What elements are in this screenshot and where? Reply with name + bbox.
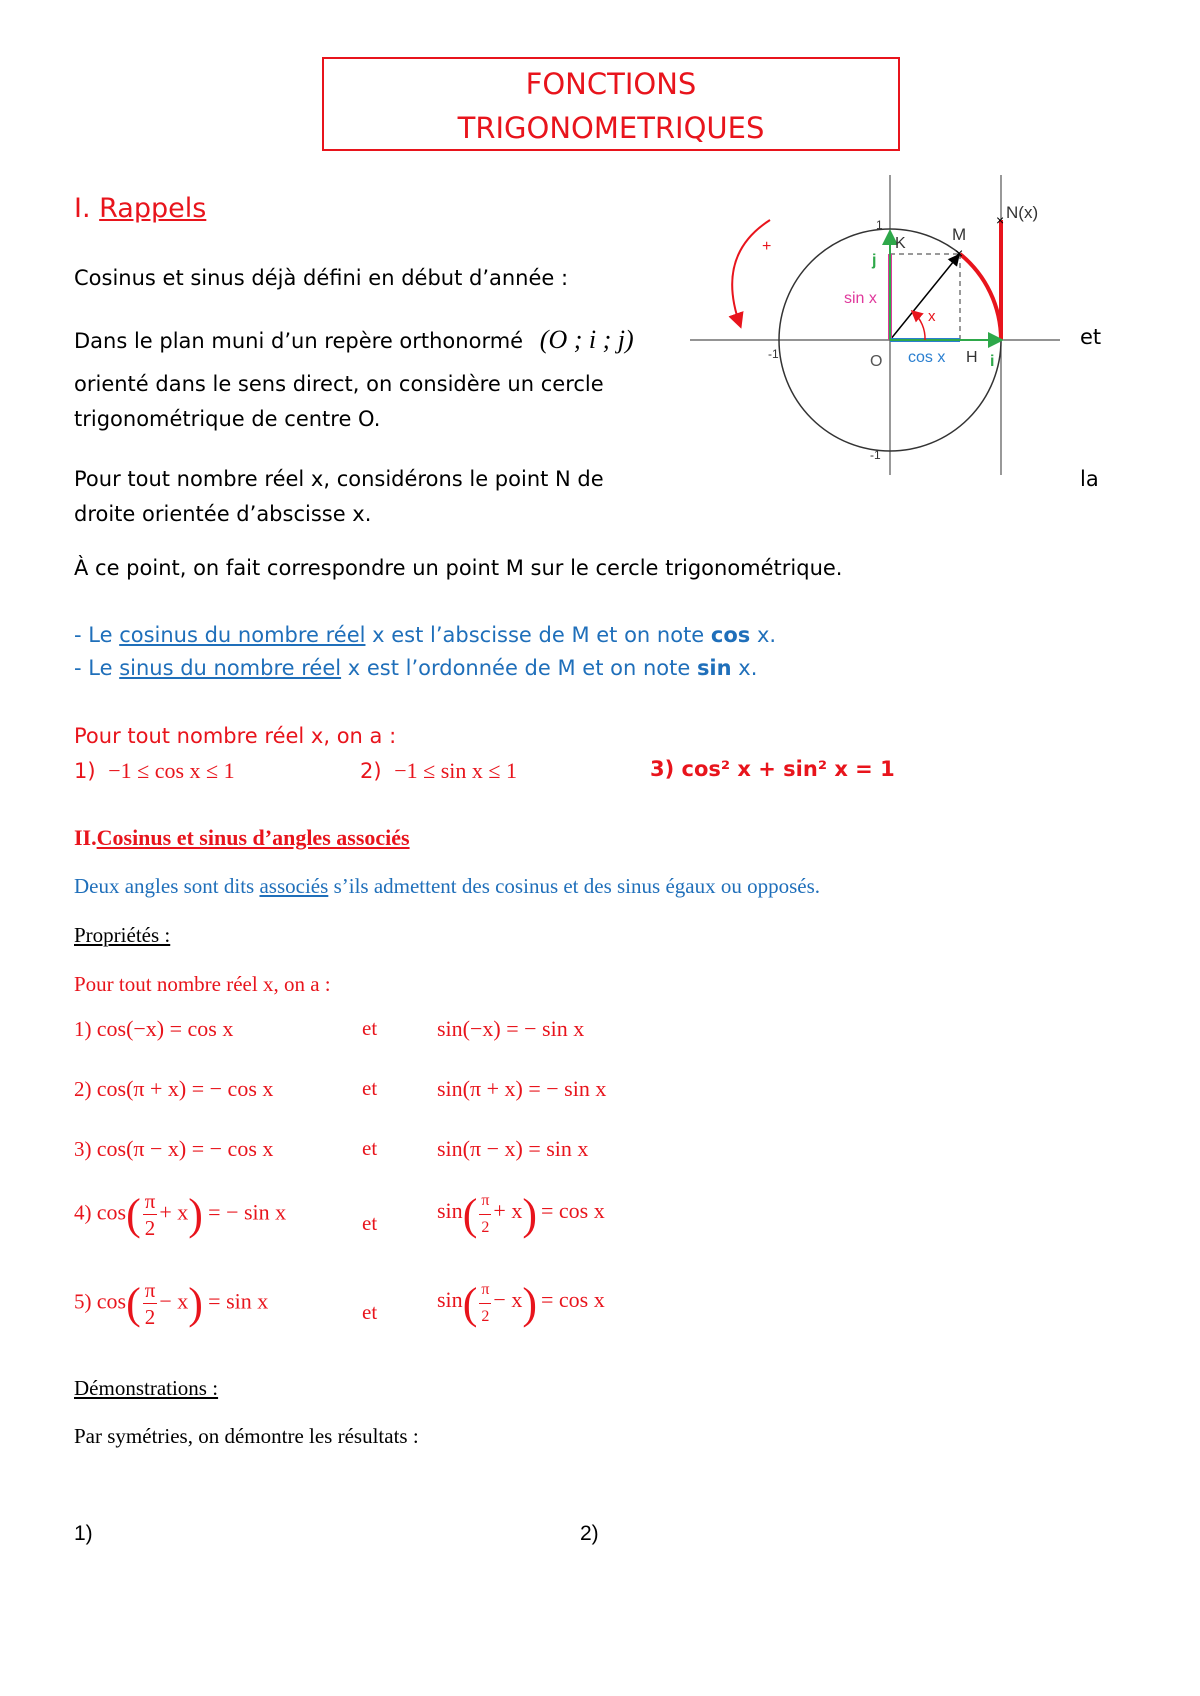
section-2-number: II. — [74, 825, 97, 850]
prop-1-left: cos(−x) = cos x — [96, 1016, 234, 1041]
prop-3-et: et — [362, 1136, 378, 1160]
section-1-number: I. — [74, 193, 100, 224]
label-n: N(x) — [1006, 203, 1039, 222]
symetries-text: Par symétries, on démontre les résultats : — [74, 1424, 419, 1448]
label-plus: + — [762, 238, 772, 255]
proprietes-label: Propriétés : — [74, 923, 171, 947]
label-m: M — [952, 225, 967, 244]
label-k: K — [895, 235, 906, 252]
sinus-definition — [74, 656, 757, 680]
rule-1-eq: −1 ≤ cos x ≤ 1 — [108, 758, 235, 783]
point-n-text: Pour tout nombre réel x, considérons le point N de — [74, 467, 604, 491]
prop-5-l-pi: π — [144, 1278, 156, 1302]
prop-4-r-two: 2 — [481, 1219, 490, 1236]
label-o: O — [870, 353, 883, 370]
centre-text: trigonométrique de centre O. — [74, 407, 381, 431]
label-sinx: sin x — [844, 290, 877, 307]
prop-5-r-two: 2 — [481, 1308, 490, 1325]
orientation-arrow — [732, 220, 770, 325]
def1-post: x est l’abscisse de M et on note — [365, 623, 711, 647]
rule-2-eq: −1 ≤ sin x ≤ 1 — [394, 758, 517, 783]
prop-row-5: 5) cos( $\frac{\pi}{2}$ − x) = sin x — [74, 1278, 269, 1329]
label-minus-one-left: -1 — [768, 347, 779, 361]
rule-2 — [360, 758, 517, 784]
rule-3: 3) cos² x + sin² x = 1 — [650, 757, 895, 781]
prop-5-l-two: 2 — [144, 1305, 156, 1329]
label-cosx: cos x — [908, 349, 946, 366]
prop-5-lop: − x — [159, 1288, 189, 1314]
def2-pre: - Le — [74, 656, 120, 680]
section-2-heading — [74, 825, 410, 851]
title-box — [322, 57, 900, 151]
associes-definition — [74, 874, 820, 899]
prop-5-r-pi: π — [479, 1277, 491, 1304]
repere-text — [74, 325, 634, 355]
trig-circle-figure — [690, 175, 1070, 485]
demo-2-label: 2) — [580, 1522, 599, 1545]
correspond-text: À ce point, on fait correspondre un point M sur le cercle trigonométrique. — [74, 556, 843, 580]
point-n-la: la — [1080, 467, 1099, 491]
rule-text-2: Pour tout nombre réel x, on a : — [74, 972, 331, 996]
title-line-1: FONCTIONS — [525, 67, 697, 101]
prop-row-1 — [74, 1016, 233, 1042]
prop-4-lop: + x — [159, 1199, 189, 1225]
prop-4-rres: = cos x — [541, 1198, 605, 1224]
prop-4-rfun: sin — [437, 1198, 463, 1224]
title-line-2: TRIGONOMETRIQUES — [457, 111, 765, 145]
def1-end: x. — [750, 623, 777, 647]
rule-text: Pour tout nombre réel x, on a : — [74, 724, 397, 748]
prop-5-et: et — [362, 1300, 378, 1324]
prop-5-num: 5) — [74, 1289, 92, 1314]
prop-4-rop: + x — [493, 1198, 523, 1224]
prop-4-r-pi: π — [479, 1188, 491, 1215]
prop-2-left: cos(π + x) = − cos x — [96, 1076, 274, 1101]
label-h: H — [966, 349, 978, 366]
prop-5-rop: − x — [493, 1287, 523, 1313]
prop-5-lfun: cos — [96, 1288, 127, 1314]
prop-row-3 — [74, 1136, 273, 1162]
label-j: j — [872, 252, 877, 269]
label-i: i — [990, 353, 995, 370]
prop-2-right: sin(π + x) = − sin x — [437, 1076, 607, 1101]
prop-5-rfun: sin — [437, 1287, 463, 1313]
prop-4-right: sin( $\frac{\pi}{2}$ + x) = cos x — [437, 1190, 605, 1239]
rule-1 — [74, 758, 235, 784]
prop-4-l-two: 2 — [144, 1216, 156, 1240]
def2-link: sinus du nombre réel — [119, 656, 342, 680]
assoc-pre: Deux angles sont dits — [74, 874, 260, 898]
demo-1-label: 1) — [74, 1522, 93, 1545]
def2-end: x. — [731, 656, 758, 680]
def1-pre: - Le — [74, 623, 120, 647]
prop-3-num: 3) — [74, 1137, 92, 1161]
prop-5-right: sin( $\frac{\pi}{2}$ − x) = cos x — [437, 1279, 605, 1328]
def1-link: cosinus du nombre réel — [119, 623, 366, 647]
repere-et: et — [1080, 325, 1102, 349]
oriente-text: orienté dans le sens direct, on considère un cercle — [74, 372, 604, 396]
droite-text: droite orientée d’abscisse x. — [74, 502, 372, 526]
def2-bold: sin — [696, 656, 732, 680]
prop-row-4: 4) cos( $\frac{\pi}{2}$ + x) = − sin x — [74, 1189, 287, 1240]
prop-1-num: 1) — [74, 1017, 92, 1041]
assoc-link: associés — [259, 874, 329, 898]
rule-2-label: 2) — [360, 759, 382, 783]
prop-4-lfun: cos — [96, 1199, 127, 1225]
def2-post: x est l’ordonnée de M et on note — [341, 656, 697, 680]
prop-5-lres: = sin x — [208, 1288, 269, 1314]
prop-3-right: sin(π − x) = sin x — [437, 1136, 589, 1161]
arc-x — [960, 254, 1001, 340]
intro-text: Cosinus et sinus déjà défini en début d’année : — [74, 266, 569, 290]
svg-text:×: × — [955, 245, 964, 261]
svg-text:×: × — [996, 212, 1005, 228]
demonstrations-label: Démonstrations : — [74, 1376, 219, 1400]
prop-4-num: 4) — [74, 1200, 92, 1225]
label-x: x — [928, 308, 936, 325]
section-2-title: Cosinus et sinus d’angles associés — [96, 825, 410, 850]
prop-1-right: sin(−x) = − sin x — [437, 1016, 585, 1041]
rule-1-label: 1) — [74, 759, 96, 783]
repere-sentence: Dans le plan muni d’un repère orthonormé — [74, 329, 524, 353]
section-1-heading — [74, 193, 206, 224]
cosinus-definition — [74, 623, 776, 647]
prop-5-rres: = cos x — [541, 1287, 605, 1313]
label-minus-one-bottom: -1 — [870, 448, 881, 462]
section-1-title: Rappels — [99, 193, 207, 224]
prop-4-et: et — [362, 1211, 378, 1235]
def1-bold: cos — [710, 623, 751, 647]
prop-4-l-pi: π — [144, 1189, 156, 1213]
prop-4-lres: = − sin x — [208, 1199, 287, 1225]
angle-arc — [913, 312, 925, 340]
prop-3-left: cos(π − x) = − cos x — [96, 1136, 274, 1161]
prop-1-et: et — [362, 1016, 378, 1040]
label-one-top: 1 — [876, 218, 883, 232]
prop-2-et: et — [362, 1076, 378, 1100]
repere-notation: (O ; i ; j) — [539, 325, 634, 354]
prop-2-num: 2) — [74, 1077, 92, 1101]
prop-row-2 — [74, 1076, 273, 1102]
assoc-post: s’ils admettent des cosinus et des sinus égaux ou opposés. — [328, 874, 820, 898]
